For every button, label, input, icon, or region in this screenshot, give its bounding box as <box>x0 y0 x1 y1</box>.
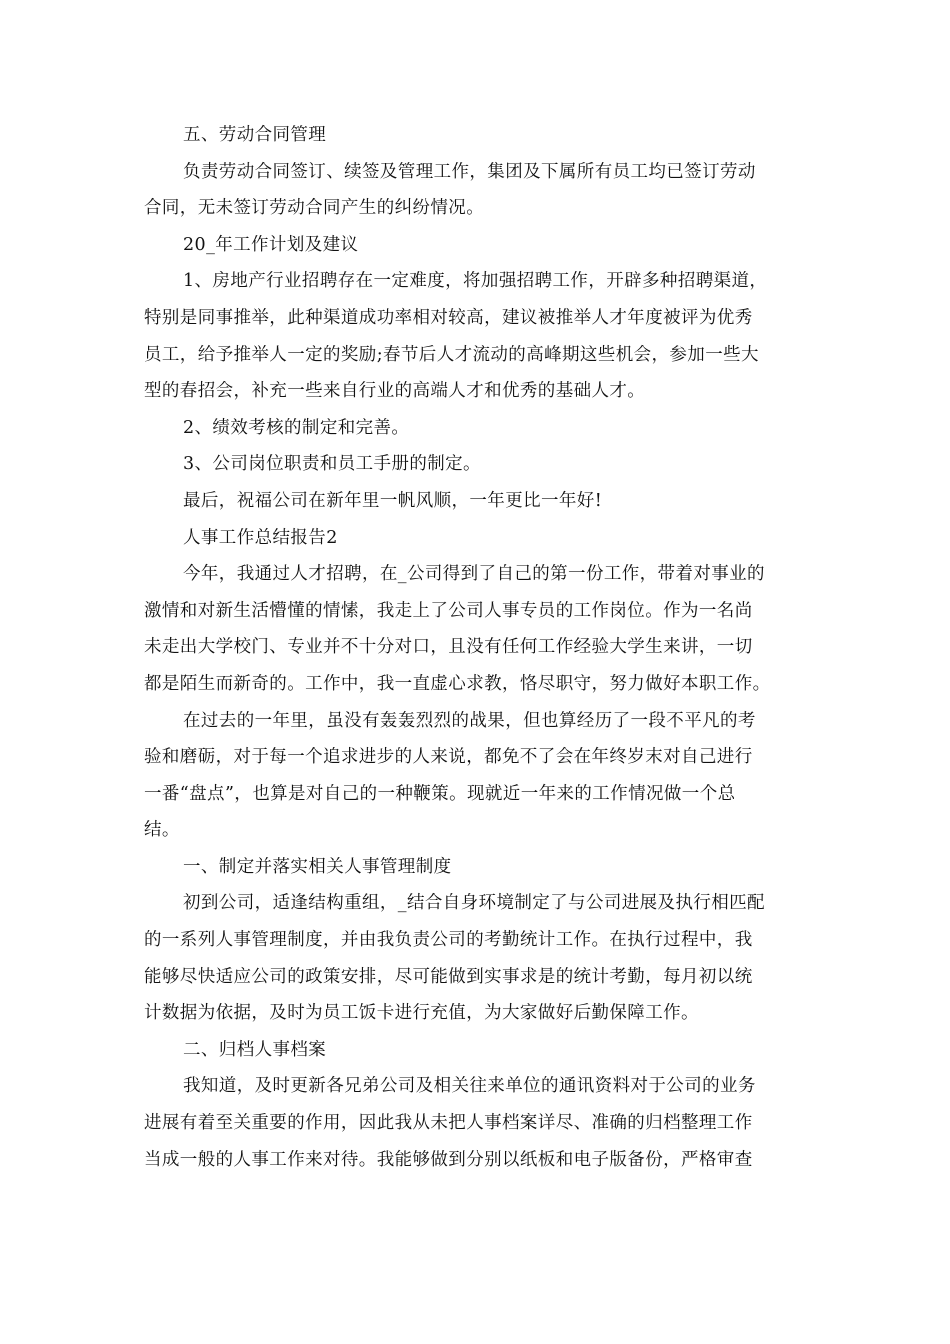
paragraph-line: 特别是同事推举，此种渠道成功率相对较高，建议被推举人才年度被评为优秀 <box>144 307 753 328</box>
paragraph-line: 验和磨砺，对于每一个追求进步的人来说，都免不了会在年终岁末对自己进行 <box>144 747 753 768</box>
paragraph-first-line: 一、制定并落实相关人事管理制度 <box>183 856 452 877</box>
paragraph-first-line: 3、公司岗位职责和员工手册的制定。 <box>183 454 481 475</box>
paragraph-line: 结。 <box>144 820 180 841</box>
paragraph-first-line: 今年，我通过人才招聘，在_公司得到了自己的第一份工作，带着对事业的 <box>183 564 765 585</box>
paragraph-line: 进展有着至关重要的作用，因此我从未把人事档案详尽、准确的归档整理工作 <box>144 1113 753 1134</box>
document-body <box>144 117 804 1178</box>
paragraph-line: 能够尽快适应公司的政策安排，尽可能做到实事求是的统计考勤，每月初以统 <box>144 966 753 987</box>
paragraph-first-line: 2、绩效考核的制定和完善。 <box>183 417 410 438</box>
paragraph-first-line: 二、归档人事档案 <box>183 1039 327 1060</box>
paragraph-first-line: 最后，祝福公司在新年里一帆风顺，一年更比一年好! <box>183 490 603 511</box>
paragraph-line: 一番“盘点”，也算是对自己的一种鞭策。现就近一年来的工作情况做一个总 <box>144 783 736 804</box>
paragraph-line: 型的春招会，补充一些来自行业的高端人才和优秀的基础人才。 <box>144 381 646 402</box>
paragraph-first-line: 我知道，及时更新各兄弟公司及相关往来单位的通讯资料对于公司的业务 <box>183 1076 756 1097</box>
paragraph-first-line: 1、房地产行业招聘存在一定难度，将加强招聘工作，开辟多种招聘渠道， <box>183 271 768 292</box>
paragraph-first-line: 人事工作总结报告2 <box>183 527 338 548</box>
paragraph-first-line: 20_年工作计划及建议 <box>183 234 359 255</box>
paragraph-line: 未走出大学校门、专业并不十分对口，且没有任何工作经验大学生来讲，一切 <box>144 637 753 658</box>
paragraph-first-line: 在过去的一年里，虽没有轰轰烈烈的战果，但也算经历了一段不平凡的考 <box>183 710 756 731</box>
paragraph-line: 都是陌生而新奇的。工作中，我一直虚心求教，恪尽职守，努力做好本职工作。 <box>144 673 771 694</box>
paragraph-first-line: 负责劳动合同签订、续签及管理工作，集团及下属所有员工均已签订劳动 <box>183 161 756 182</box>
paragraph-line: 员工，给予推举人一定的奖励;春节后人才流动的高峰期这些机会，参加一些大 <box>144 344 759 365</box>
paragraph-line: 合同，无未签订劳动合同产生的纠纷情况。 <box>144 198 485 219</box>
paragraph-first-line: 初到公司，适逢结构重组，_结合自身环境制定了与公司进展及执行相匹配 <box>183 893 765 914</box>
paragraph-line: 的一系列人事管理制度，并由我负责公司的考勤统计工作。在执行过程中，我 <box>144 930 753 951</box>
paragraph-line: 激情和对新生活懵懂的情愫，我走上了公司人事专员的工作岗位。作为一名尚 <box>144 600 753 621</box>
paragraph-first-line: 五、劳动合同管理 <box>183 125 327 145</box>
paragraph-line: 计数据为依据，及时为员工饭卡进行充值，为大家做好后勤保障工作。 <box>144 1003 699 1024</box>
paragraph-line: 当成一般的人事工作来对待。我能够做到分别以纸板和电子版备份，严格审查 <box>144 1149 753 1170</box>
